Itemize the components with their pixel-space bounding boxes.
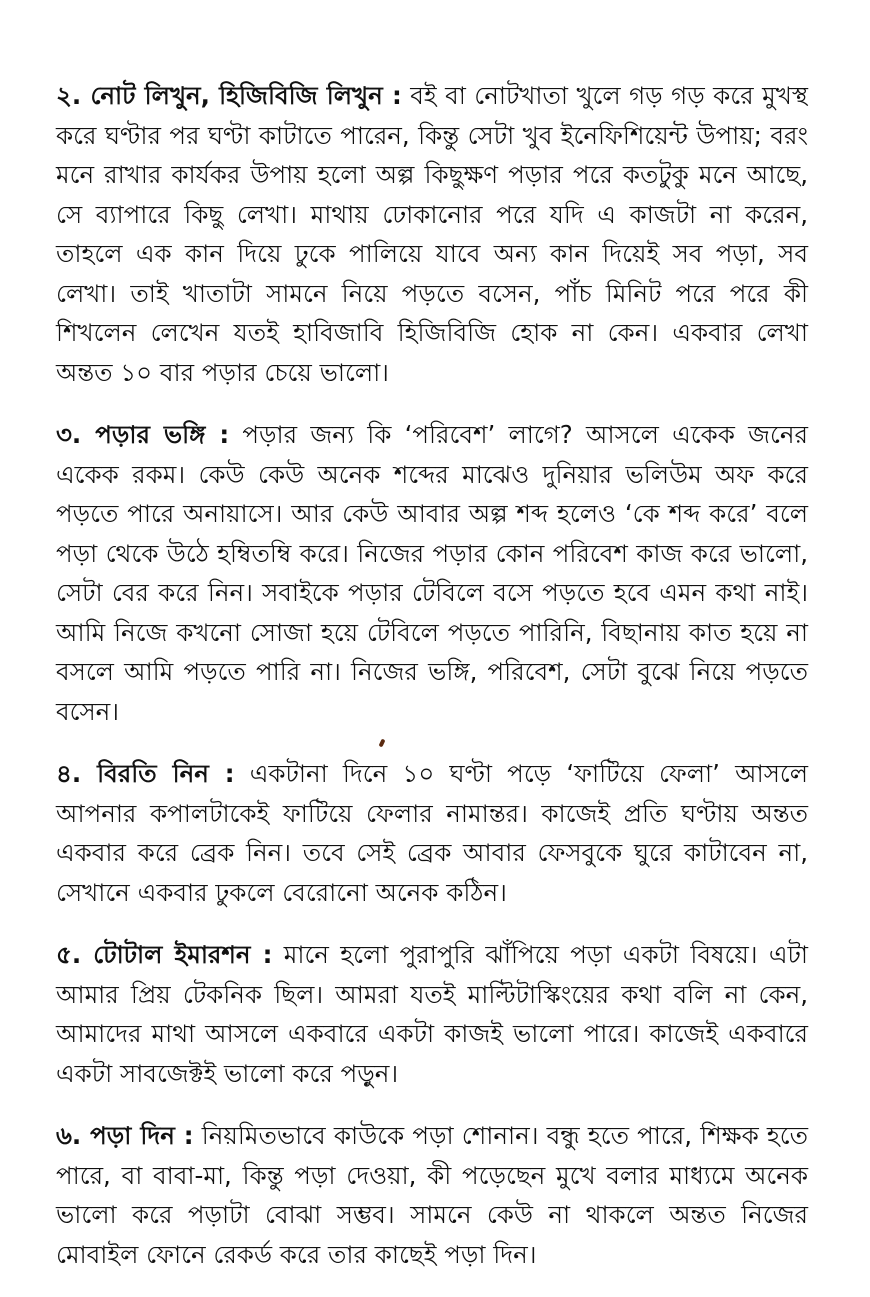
- section-body: বই বা নোটখাতা খুলে গড় গড় করে মুখস্থ করে ঘণ্টার পর ঘণ্টা কাটাতে পারেন, কিন্তু সেটা খুব ইনেফিশিয়েন্ট উপায়; বরং মনে রাখার কার্যকর উপায় হলো অল্প কিছুক্ষণ পড়ার পরে কতটুকু মনে আছে, সে ব্যাপারে কিছু লেখা। মাথায় ঢোকানোর পরে যদি এ কাজটা না করেন, তাহলে এক কান দিয়ে ঢুকে পালিয়ে যাবে অন্য কান দিয়েই সব পড়া, সব লেখা। তাই খাতাটা সামনে নিয়ে পড়তে বসেন, পাঁচ মিনিট পরে পরে কী শিখলেন লেখেন যতই হাবিজাবি হিজিবিজি হোক না কেন। একবার লেখা অন্তত ১০ বার পড়ার চেয়ে ভালো।: [56, 81, 808, 387]
- section-body: পড়ার জন্য কি ‘পরিবেশ’ লাগে? আসলে একেক জনের একেক রকম। কেউ কেউ অনেক শব্দের মাঝেও দুনিয়ার ভলিউম অফ করে পড়তে পারে অনায়াসে। আর কেউ আবার অল্প শব্দ হলেও ‘কে শব্দ করে’ বলে পড়া থেকে উঠে হম্বিতম্বি করে। নিজের পড়ার কোন পরিবেশ কাজ করে ভালো, সেটা বের করে নিন। সবাইকে পড়ার টেবিলে বসে পড়তে হবে এমন কথা নাই। আমি নিজে কখনো সোজা হয়ে টেবিলে পড়তে পারিনি, বিছানায় কাত হয়ে না বসলে আমি পড়তে পারি না। নিজের ভঙ্গি, পরিবেশ, সেটা বুঝে নিয়ে পড়তে বসেন।: [56, 420, 808, 726]
- section-heading: ২. নোট লিখুন, হিজিবিজি লিখুন :: [56, 81, 402, 110]
- section-give-lesson: [56, 1116, 808, 1274]
- section-heading: ৪. বিরতি নিন :: [56, 759, 235, 788]
- section-body: নিয়মিতভাবে কাউকে পড়া শোনান। বন্ধু হতে পারে, শিক্ষক হতে পারে, বা বাবা-মা, কিন্তু পড়া দেওয়া, কী পড়েছেন মুখে বলার মাধ্যমে অনেক ভালো করে পড়াটা বোঝা সম্ভব। সামনে কেউ না থাকলে অন্তত নিজের মোবাইল ফোনে রেকর্ড করে তার কাছেই পড়া দিন।: [56, 1121, 808, 1269]
- document-page: [56, 76, 808, 1297]
- section-total-immersion: [56, 935, 808, 1093]
- section-body: মানে হলো পুরাপুরি ঝাঁপিয়ে পড়া একটা বিষয়ে। এটা আমার প্রিয় টেকনিক ছিল। আমরা যতই মাল্টিটাস্কিংয়ের কথা বলি না কেন, আমাদের মাথা আসলে একবারে একটা কাজই ভালো পারে। কাজেই একবারে একটা সাবজেক্টই ভালো করে পড়ুন।: [56, 940, 808, 1088]
- section-body: একটানা দিনে ১০ ঘণ্টা পড়ে ‘ফাটিয়ে ফেলা’ আসলে আপনার কপালটাকেই ফাটিয়ে ফেলার নামান্তর। কাজেই প্রতি ঘণ্টায় অন্তত একবার করে ব্রেক নিন। তবে সেই ব্রেক আবার ফেসবুকে ঘুরে কাটাবেন না, সেখানে একবার ঢুকলে বেরোনো অনেক কঠিন।: [56, 759, 808, 907]
- section-note-writing: [56, 76, 808, 392]
- section-heading: ৫. টোটাল ইমারশন :: [56, 940, 273, 969]
- section-heading: ৬. পড়া দিন :: [56, 1121, 194, 1150]
- section-heading: ৩. পড়ার ভঙ্গি :: [56, 420, 230, 449]
- section-take-break: [56, 754, 808, 912]
- section-reading-posture: [56, 415, 808, 731]
